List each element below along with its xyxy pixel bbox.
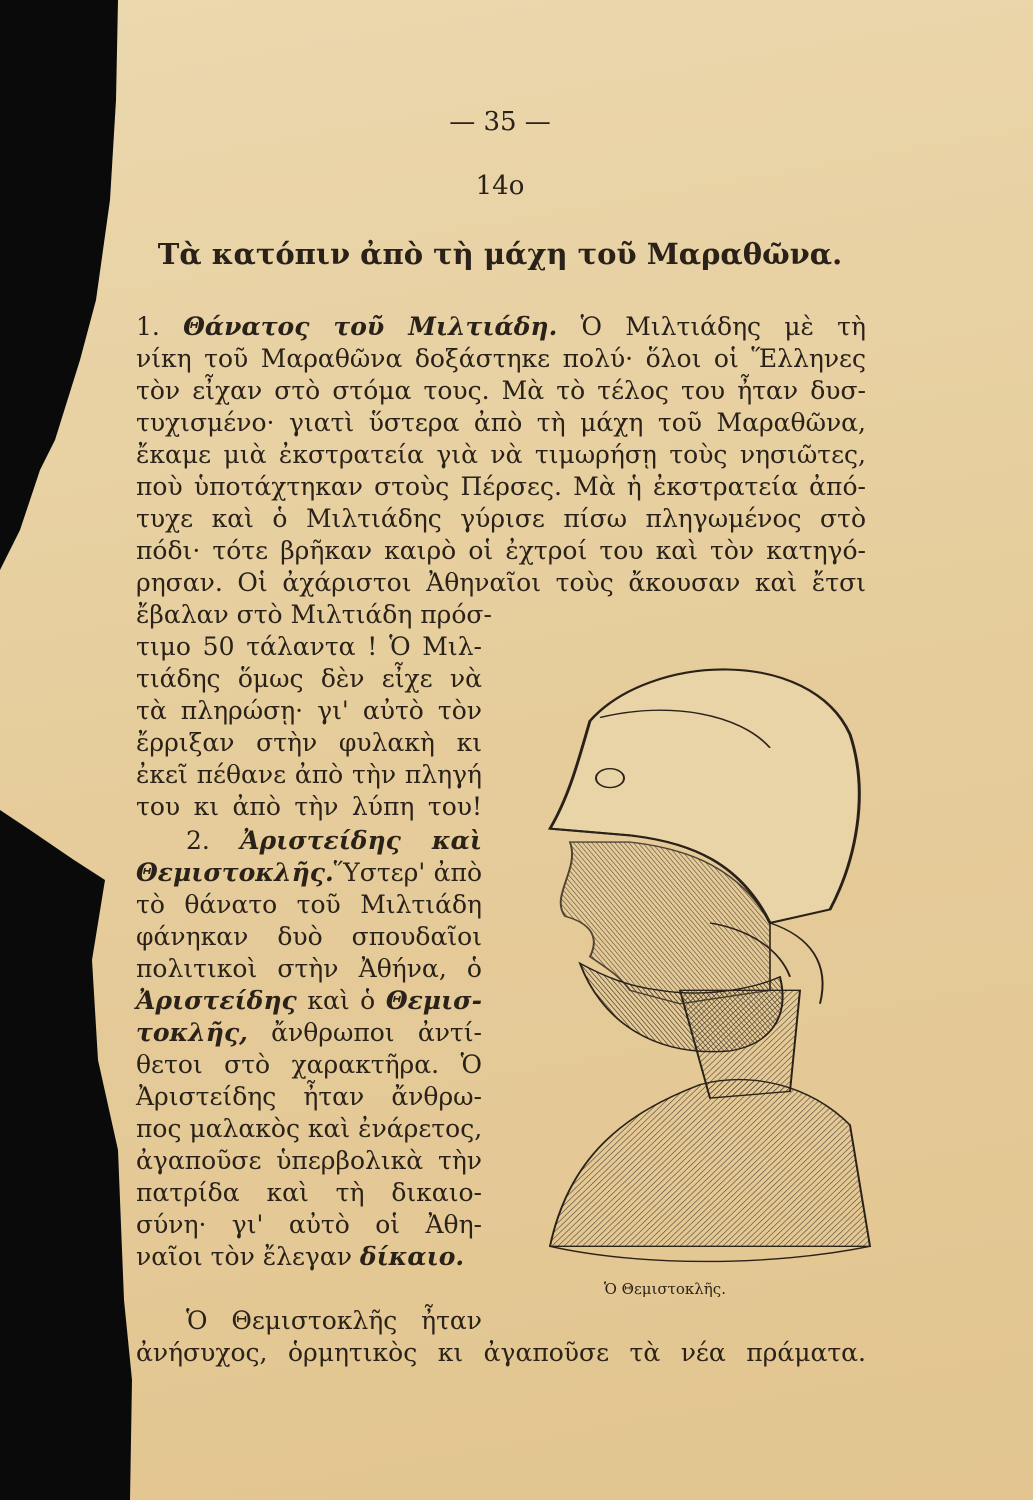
name-aristeidis: Ἀριστείδης <box>136 986 297 1015</box>
section2-heading-part1: Ἀριστείδης καὶ <box>240 826 482 855</box>
text-line: πολιτικοὶ στὴν Ἀθήνα, ὁ <box>136 954 482 983</box>
text-line: ρησαν. Οἱ ἀχάριστοι Ἀθηναῖοι τοὺς ἄκουσαν καὶ ἔτσι <box>136 568 866 597</box>
text-line: τὸ θάνατο τοῦ Μιλτιάδη <box>136 890 482 919</box>
text-line: Ἀριστείδης ἦταν ἄνθρω- <box>136 1082 482 1111</box>
text-line: Ὁ Θεμιστοκλῆς ἦταν <box>186 1306 482 1335</box>
section1-line1-rest: Ὁ Μιλτιάδης μὲ τὴ <box>580 312 866 341</box>
text-line: πόδι· τότε βρῆκαν καιρὸ οἱ ἐχτροί του καὶ τὸν κατηγό- <box>136 536 866 565</box>
text-line: ἔκαμε μιὰ ἐκστρατεία γιὰ νὰ τιμωρήσῃ τοὺς νησιῶτες, <box>136 440 866 469</box>
text-fragment: ἄνθρωποι ἀντί- <box>271 1018 482 1047</box>
text-line <box>136 1018 482 1047</box>
text-line: τὸν εἶχαν στὸ στόμα τους. Μὰ τὸ τέλος του ἦταν δυσ- <box>136 376 866 405</box>
section1-heading: Θάνατος τοῦ Μιλτιάδη. <box>183 312 558 341</box>
text-line: ποὺ ὑποτάχτηκαν στοὺς Πέρσες. Μὰ ἡ ἐκστρατεία ἀπό- <box>136 472 866 501</box>
section2-heading-part2: Θεμιστοκλῆς. <box>136 858 334 887</box>
page-number: — 35 — <box>449 107 551 137</box>
text-line <box>136 986 482 1015</box>
text-line: νίκη τοῦ Μαραθῶνα δοξάστηκε πολύ· ὅλοι οἱ Ἕλληνες <box>136 344 866 373</box>
section1-heading-line <box>136 312 866 341</box>
text-line: τυχισμένο· γιατὶ ὕστερα ἀπὸ τὴ μάχη τοῦ Μαραθῶνα, <box>136 408 866 437</box>
text-line <box>136 1242 482 1271</box>
text-fragment: ναῖοι τὸν ἔλεγαν <box>136 1242 352 1271</box>
text-line: πος μαλακὸς καὶ ἐνάρετος, <box>136 1114 483 1143</box>
text-line: πατρίδα καὶ τὴ δικαιο- <box>136 1178 482 1207</box>
section2-line2-rest: Ὕστερ' ἀπὸ <box>333 858 482 887</box>
text-line: σύνη· γι' αὐτὸ οἱ Ἀθη- <box>136 1210 482 1239</box>
text-line: θετοι στὸ χαρακτῆρα. Ὁ <box>136 1050 482 1079</box>
portrait-caption: Ὁ Θεμιστοκλῆς. <box>604 1280 726 1298</box>
lesson-number: 14o <box>475 171 525 201</box>
text-line: τιμο 50 τάλαντα ! Ὁ Μιλ- <box>136 632 482 661</box>
text-line: τιάδης ὅμως δὲν εἶχε νὰ <box>136 664 482 693</box>
word-dikaio: δίκαιο. <box>359 1242 465 1271</box>
themistokles-bust-illustration <box>510 640 880 1280</box>
section2-heading-line <box>186 826 482 855</box>
text-line: τὰ πληρώσῃ· γι' αὐτὸ τὸν <box>136 696 482 725</box>
text-fragment: καὶ ὁ <box>307 986 376 1015</box>
section2-number: 2. <box>186 826 210 855</box>
text-line: ἀνήσυχος, ὁρμητικὸς κι ἀγαποῦσε τὰ νέα πράματα. <box>136 1338 866 1367</box>
text-line: ἐκεῖ πέθανε ἀπὸ τὴν πληγή <box>136 760 482 789</box>
chapter-title: Τὰ κατόπιν ἀπὸ τὴ μάχη τοῦ Μαραθῶνα. <box>157 237 843 271</box>
section1-number: 1. <box>136 312 160 341</box>
section2-heading-line2 <box>136 858 482 887</box>
text-line: του κι ἀπὸ τὴν λύπη του! <box>136 792 482 821</box>
text-line: ἀγαποῦσε ὑπερβολικὰ τὴν <box>136 1146 482 1175</box>
text-line: ἔρριξαν στὴν φυλακὴ κι <box>136 728 482 757</box>
text-line: τυχε καὶ ὁ Μιλτιάδης γύρισε πίσω πληγωμένος στὸ <box>136 504 866 533</box>
text-line: ἔβαλαν στὸ Μιλτιάδη πρόσ- <box>136 600 492 629</box>
name-themistokles: Θεμισ- <box>385 986 482 1015</box>
name-themistokles-cont: τοκλῆς, <box>136 1018 248 1047</box>
text-line: φάνηκαν δυὸ σπουδαῖοι <box>136 922 482 951</box>
